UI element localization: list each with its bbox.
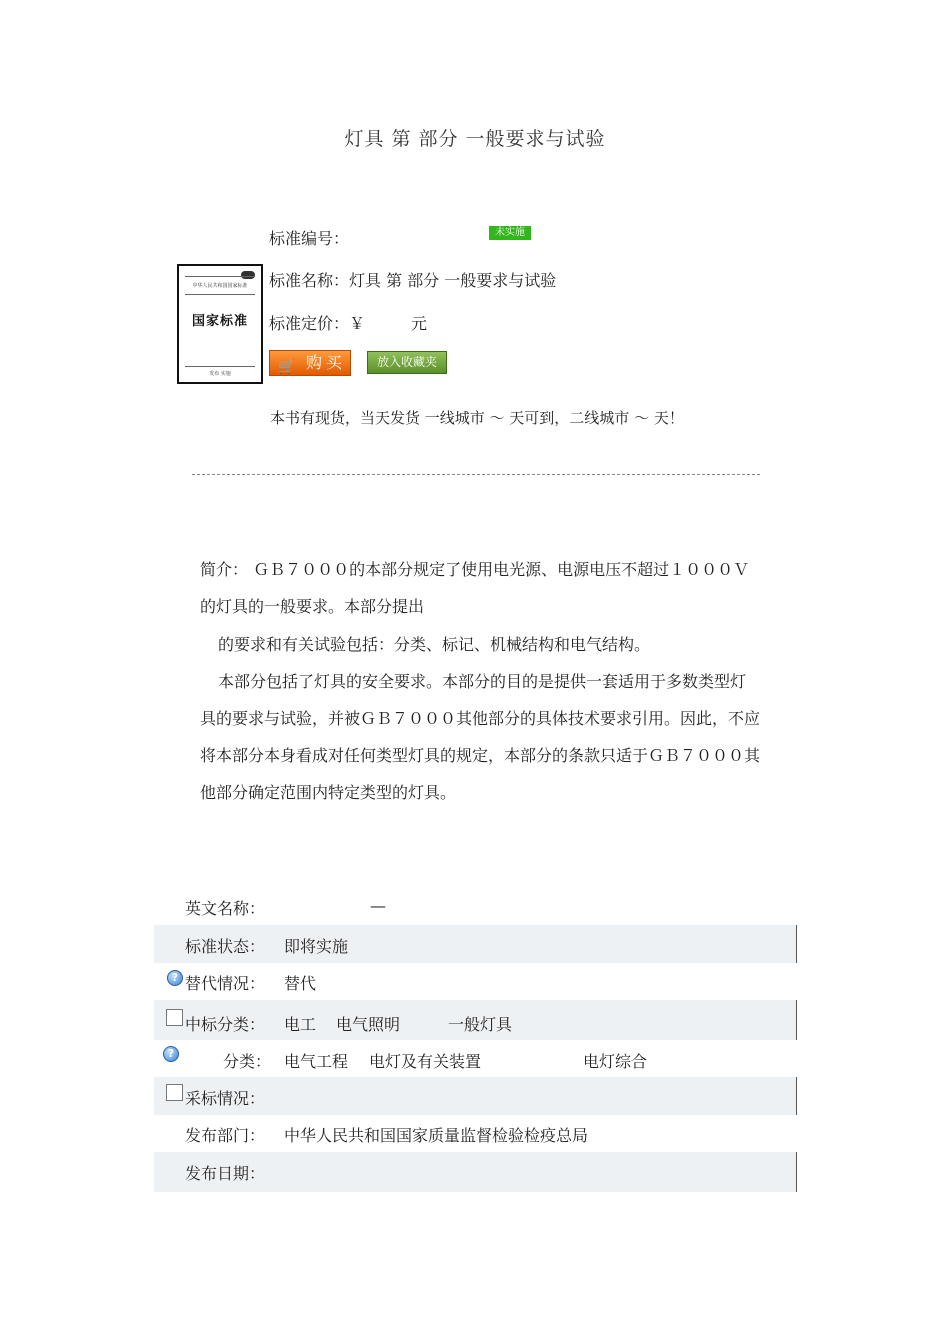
standard-price-label: 标准定价： [269, 314, 350, 333]
ccs-item: 电气照明 [336, 1015, 401, 1034]
detail-row-adoption [154, 1077, 797, 1115]
add-to-favorites-button[interactable]: 放入收藏夹 [367, 351, 447, 374]
cover-rule [185, 276, 255, 277]
detail-row-ccs [154, 1000, 797, 1040]
cover-rule [185, 366, 255, 367]
checkbox-icon[interactable] [166, 1084, 183, 1101]
cover-main-text: 国家标准 [191, 314, 248, 329]
status-badge: 未实施 [489, 226, 531, 240]
standard-name-label: 标准名称： [269, 271, 350, 290]
intro-paragraph-1: 简介： ＧＢ７０００的本部分规定了使用电光源、电源电压不超过１０００Ｖ 的灯具的一般要求。本部分提出 [200, 560, 750, 616]
ccs-label: 中标分类： [185, 1015, 266, 1034]
status-value: 即将实施 [284, 937, 349, 956]
gb-logo-icon [241, 271, 255, 279]
buy-button[interactable] [269, 350, 351, 376]
english-name-label: 英文名称： [185, 899, 266, 918]
cover-rule [185, 294, 255, 295]
intro-paragraph-2: 的要求和有关试验包括：分类、标记、机械结构和电气结构。 [218, 635, 651, 654]
adoption-label: 采标情况： [185, 1089, 266, 1108]
publish-date-label: 发布日期： [185, 1164, 266, 1183]
section-divider [192, 474, 760, 475]
ics-item: 电灯及有关装置 [369, 1052, 482, 1071]
ics-label: 分类： [223, 1052, 272, 1071]
department-value: 中华人民共和国国家质量监督检验检疫总局 [284, 1126, 589, 1145]
english-name-value: — [370, 896, 386, 915]
shipping-note: 本书有现货，当天发货 一线城市 ～ 天可到，二线城市 ～ 天！ [270, 409, 684, 427]
replace-value: 替代 [284, 974, 317, 993]
standard-name-row [269, 268, 556, 291]
detail-row-english-name [154, 887, 797, 925]
checkbox-icon[interactable] [166, 1009, 183, 1026]
standard-code-label: 标准编号： [269, 229, 350, 248]
buy-button-label: 购买 [306, 353, 347, 372]
status-label: 标准状态： [185, 937, 266, 956]
standard-cover-image [177, 264, 263, 384]
standard-name-value: 灯具 第 部分 一般要求与试验 [349, 271, 557, 290]
ics-item: 电灯综合 [583, 1052, 648, 1071]
department-label: 发布部门： [185, 1126, 266, 1145]
detail-row-ics [154, 1040, 797, 1078]
price-currency: ￥ [349, 314, 366, 333]
ics-item: 电气工程 [284, 1052, 349, 1071]
ccs-item: 一般灯具 [448, 1015, 513, 1034]
ccs-item: 电工 [284, 1015, 317, 1034]
cover-footer: 发布 实施 [209, 371, 231, 377]
detail-row-publish-date [154, 1152, 797, 1192]
detail-row-status [154, 925, 797, 963]
price-unit: 元 [411, 314, 428, 333]
standard-price-row [269, 311, 427, 334]
page-title: 灯具 第 部分 一般要求与试验 [344, 128, 606, 150]
cart-icon: 🛒 [278, 359, 296, 375]
detail-row-replace [154, 962, 797, 1000]
intro-paragraph-3: 本部分包括了灯具的安全要求。本部分的目的是提供一套适用于多数类型灯具的要求与试验，并被ＧＢ７０００其他部分的具体技术要求引用。因此，不应将本部分本身看成对任何类型灯具的规定，本部分的条款只适于ＧＢ７０００其他部分确定范围内特定类型的灯具。 [200, 672, 761, 802]
cover-heading: 中华人民共和国国家标准 [192, 283, 248, 289]
help-icon[interactable]: ? [163, 1046, 179, 1062]
detail-row-department [154, 1114, 797, 1152]
replace-label: 替代情况： [185, 974, 266, 993]
help-icon[interactable]: ? [167, 970, 183, 986]
